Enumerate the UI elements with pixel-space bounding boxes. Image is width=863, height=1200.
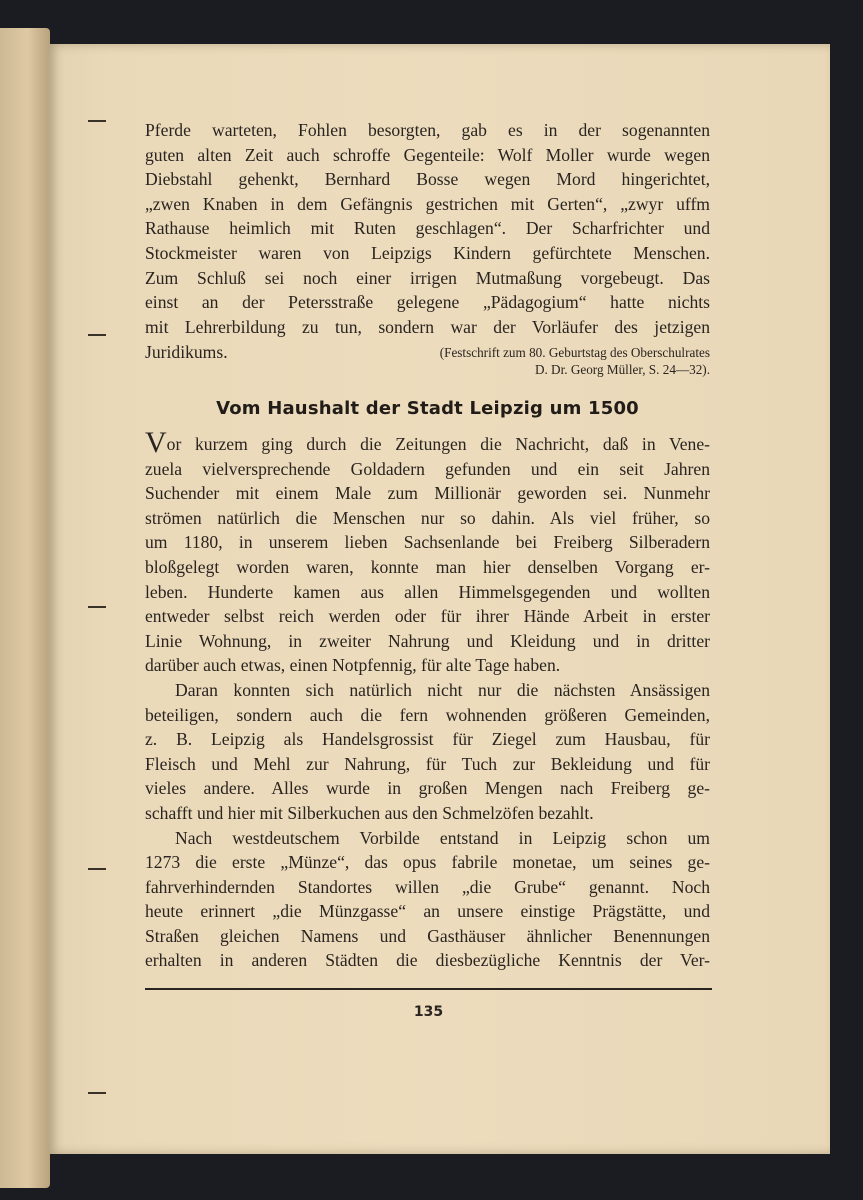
closing-row: [145, 342, 710, 382]
text-line: entweder selbst reich werden oder für ihrer Hände Arbeit in erster: [145, 606, 710, 627]
paragraph-top: [145, 118, 710, 339]
text-line: Fleisch und Mehl zur Nahrung, für Tuch zur Bekleidung und für: [145, 753, 710, 774]
text-line: um 1180, in unserem lieben Sachsenlande bei Freiberg Silberadern: [145, 532, 710, 553]
citation: [340, 344, 710, 378]
text-line: vieles andere. Alles wurde in großen Mengen nach Freiberg ge-: [145, 778, 710, 799]
text-line: [145, 426, 710, 459]
text-line: beteiligen, sondern auch die fern wohnenden größeren Gemeinden,: [145, 704, 710, 725]
citation-line: (Festschrift zum 80. Geburtstag des Oberschulrates: [439, 345, 710, 360]
closing-word: Juridikums.: [145, 342, 228, 362]
footer-rule: [145, 988, 712, 990]
text-line: bloßgelegt worden waren, konnte man hier denselben Vorgang er-: [145, 556, 710, 577]
binding-stitch: [88, 868, 106, 870]
text-line: Rathause heimlich mit Ruten geschlagen“. Der Scharfrichter und: [145, 218, 710, 239]
text-line: Straßen gleichen Namens und Gasthäuser ähnlicher Benennungen: [145, 925, 710, 946]
text-line: Diebstahl gehenkt, Bernhard Bosse wegen Mord hingerichtet,: [145, 169, 710, 190]
text-line: einst an der Petersstraße gelegene „Pädagogium“ hatte nichts: [145, 292, 710, 313]
text-line: Pferde warteten, Fohlen besorgten, gab es in der sogenannten: [145, 120, 710, 140]
text-line: guten alten Zeit auch schroffe Gegenteile: Wolf Moller wurde wegen: [145, 144, 710, 165]
text-line: mit Lehrerbildung zu tun, sondern war der Vorläufer des jetzigen: [145, 316, 710, 337]
text-line: leben. Hunderte kamen aus allen Himmelsgegenden und wollten: [145, 581, 710, 602]
drop-cap: V: [145, 426, 167, 459]
text-line: Linie Wohnung, in zweiter Nahrung und Kleidung und in dritter: [145, 630, 710, 651]
text-line: schafft und hier mit Silberkuchen aus den Schmelzöfen bezahlt.: [145, 802, 594, 823]
left-page-edge: [0, 28, 50, 1188]
binding-stitch: [88, 334, 106, 336]
text-line: Stockmeister waren von Leipzigs Kindern gefürchtete Menschen.: [145, 242, 710, 263]
section-heading: Vom Haushalt der Stadt Leipzig um 1500: [216, 398, 639, 419]
text-line: Daran konnten sich natürlich nicht nur die nächsten Ansässigen: [175, 679, 710, 700]
citation-line: D. Dr. Georg Müller, S. 24—32).: [534, 362, 710, 377]
section-body: [145, 426, 710, 973]
text-line: 1273 die erste „Münze“, das opus fabrile monetae, um seines ge-: [145, 852, 710, 873]
binding-stitch: [88, 1092, 106, 1094]
text-line: Zum Schluß sei noch einer irrigen Mutmaßung vorgebeugt. Das: [145, 267, 710, 288]
text-line: strömen natürlich die Menschen nur so dahin. Als viel früher, so: [145, 507, 710, 528]
text-line: heute erinnert „die Münzgasse“ an unsere einstige Prägstätte, und: [145, 901, 710, 922]
page-number: 135: [413, 1004, 444, 1020]
binding-stitch: [88, 606, 106, 608]
text-line: Suchender mit einem Male zum Millionär geworden sei. Nunmehr: [145, 483, 710, 504]
text-line: „zwen Knaben in dem Gefängnis gestrichen mit Gerten“, „zwyr uffm: [145, 193, 710, 214]
text-line: Nach westdeutschem Vorbilde entstand in Leipzig schon um: [175, 827, 710, 848]
text-line: fahrverhindernden Standortes willen „die Grube“ genannt. Noch: [145, 876, 710, 897]
text-line: z. B. Leipzig als Handelsgrossist für Ziegel zum Hausbau, für: [145, 729, 710, 750]
text-line: zuela vielversprechende Goldadern gefunden und ein seit Jahren: [145, 458, 710, 479]
binding-stitch: [88, 120, 106, 122]
first-line-text: or kurzem ging durch die Zeitungen die Nachricht, daß in Vene-: [166, 434, 710, 454]
text-line: darüber auch etwas, einen Notpfennig, für alte Tage haben.: [145, 655, 561, 676]
text-line: erhalten in anderen Städten die diesbezügliche Kenntnis der Ver-: [145, 950, 710, 971]
